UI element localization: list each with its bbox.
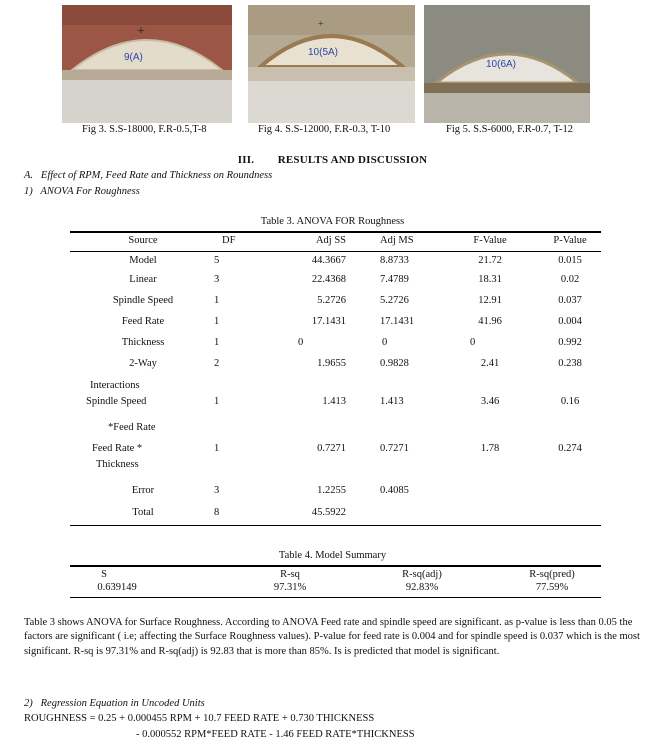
table-4-header-s: S bbox=[101, 569, 107, 580]
row-model-adj-ms: 8.8733 bbox=[380, 255, 409, 266]
row-linear-adj-ms: 7.4789 bbox=[380, 274, 409, 285]
row-error-source: Error bbox=[131, 485, 155, 496]
row-thickness-df: 1 bbox=[214, 337, 220, 348]
row-spindle-speed-p: 0.037 bbox=[558, 295, 582, 306]
row-error-df: 3 bbox=[214, 485, 220, 496]
row-feed-rate-thickness-label-2: Thickness bbox=[96, 459, 139, 470]
figure-4-photo bbox=[248, 5, 415, 123]
row-feed-rate-thickness-adj-ss: 0.7271 bbox=[317, 443, 346, 454]
row-interactions-label-2: Spindle Speed bbox=[86, 396, 147, 407]
header-adj-ms: Adj MS bbox=[380, 235, 414, 246]
row-2-way-source: 2-Way bbox=[129, 358, 157, 369]
row-total-adj-ss: 45.5922 bbox=[311, 507, 346, 518]
svg-text:+: + bbox=[318, 19, 324, 30]
header-f-value: F-Value bbox=[473, 235, 507, 246]
row-2-way-p: 0.238 bbox=[558, 358, 582, 369]
row-interactions-p: 0.16 bbox=[560, 396, 580, 407]
table-3-top-rule bbox=[70, 231, 601, 233]
subsection-2-heading: 2) Regression Equation in Uncoded Units bbox=[24, 698, 205, 709]
figure-5-photo bbox=[424, 5, 590, 123]
regression-equation-line-1: ROUGHNESS = 0.25 + 0.000455 RPM + 10.7 FEED RATE + 0.730 THICKNESS bbox=[24, 713, 375, 724]
row-model-p: 0.015 bbox=[558, 255, 582, 266]
row-feed-rate-thickness-p: 0.274 bbox=[558, 443, 582, 454]
row-feed-rate-thickness-df: 1 bbox=[214, 443, 220, 454]
subsection-1-heading: 1) ANOVA For Roughness bbox=[24, 186, 140, 197]
row-linear-adj-ss: 22.4368 bbox=[311, 274, 346, 285]
row-model-df: 5 bbox=[214, 255, 220, 266]
row-2-way-adj-ss: 1.9655 bbox=[317, 358, 346, 369]
discussion-paragraph: Table 3 shows ANOVA for Surface Roughness. According to ANOVA Feed rate and spindle speed are significant. as p-value is less than 0.05 the factors are significant ( i.e; affecting the Surface Roughness values). P-value for feed rate is 0.004 and for spindle speed is 0.037 which is the most significant. R-sq is 97.31% and R-sq(adj) is 92.83 that is more than 85%. Is is predicted that model is significant. bbox=[24, 617, 640, 657]
section-title: III. RESULTS AND DISCUSSION bbox=[237, 154, 428, 166]
row-error-adj-ms: 0.4085 bbox=[380, 485, 409, 496]
row-total-df: 8 bbox=[214, 507, 220, 518]
figure-3-caption: Fig 3. S.S-18000, F.R-0.5,T-8 bbox=[82, 124, 207, 135]
regression-equation-line-2: - 0.000552 RPM*FEED RATE - 1.46 FEED RATE*THICKNESS bbox=[136, 729, 415, 740]
figure-4-caption: Fig 4. S.S-12000, F.R-0.3, T-10 bbox=[258, 124, 391, 135]
table-3-bottom-rule bbox=[70, 525, 601, 526]
row-interactions-adj-ms: 1.413 bbox=[380, 396, 404, 407]
row-feed-rate-thickness-adj-ms: 0.7271 bbox=[380, 443, 409, 454]
header-adj-ss: Adj SS bbox=[315, 235, 346, 246]
svg-text:+: + bbox=[137, 24, 145, 39]
row-feed-rate-df: 1 bbox=[214, 316, 220, 327]
row-spindle-speed-adj-ss: 5.2726 bbox=[317, 295, 346, 306]
svg-text:10(5A): 10(5A) bbox=[308, 47, 339, 58]
row-thickness-adj-ss: 0 bbox=[298, 337, 304, 348]
row-linear-p: 0.02 bbox=[560, 274, 580, 285]
row-model-f: 21.72 bbox=[478, 255, 502, 266]
table-4-value-rsq-adj: 92.83% bbox=[405, 582, 439, 593]
row-feed-rate-thickness-f: 1.78 bbox=[480, 443, 500, 454]
row-thickness-p: 0.992 bbox=[558, 337, 582, 348]
table-4-bottom-rule bbox=[70, 597, 601, 598]
row-model-adj-ss: 44.3667 bbox=[311, 255, 346, 266]
header-p-value: P-Value bbox=[553, 235, 587, 246]
row-spindle-speed-f: 12.91 bbox=[478, 295, 502, 306]
table-4-value-s: 0.639149 bbox=[97, 582, 137, 593]
row-2-way-adj-ms: 0.9828 bbox=[380, 358, 409, 369]
table-4-caption: Table 4. Model Summary bbox=[278, 550, 387, 561]
table-4-header-rsq-adj: R-sq(adj) bbox=[402, 569, 442, 580]
row-interactions-df: 1 bbox=[214, 396, 220, 407]
row-feed-rate-adj-ms: 17.1431 bbox=[380, 316, 415, 327]
table-4-top-rule bbox=[70, 565, 601, 567]
row-feed-rate-p: 0.004 bbox=[558, 316, 582, 327]
row-linear-df: 3 bbox=[214, 274, 220, 285]
header-source: Source bbox=[128, 235, 158, 246]
row-model-source: Model bbox=[129, 255, 157, 266]
row-feed-rate-thickness-label: Feed Rate * bbox=[92, 443, 143, 454]
row-2-way-df: 2 bbox=[214, 358, 220, 369]
row-spindle-speed-df: 1 bbox=[214, 295, 220, 306]
figure-3-photo bbox=[62, 5, 232, 123]
row-2-way-f: 2.41 bbox=[480, 358, 500, 369]
table-4-header-rsq: R-sq bbox=[280, 569, 300, 580]
subsection-a-heading: A. Effect of RPM, Feed Rate and Thickness on Roundness bbox=[24, 170, 273, 181]
row-thickness-adj-ms: 0 bbox=[382, 337, 388, 348]
table-4-header-rsq-pred: R-sq(pred) bbox=[529, 569, 575, 580]
row-thickness-source: Thickness bbox=[121, 337, 165, 348]
table-4-value-rsq-pred: 77.59% bbox=[535, 582, 569, 593]
row-interactions-label: Interactions bbox=[90, 380, 140, 391]
row-spindle-speed-source: Spindle Speed bbox=[112, 295, 174, 306]
table-3-caption: Table 3. ANOVA FOR Roughness bbox=[260, 216, 405, 227]
row-feed-rate-adj-ss: 17.1431 bbox=[311, 316, 346, 327]
row-interactions-label-3: *Feed Rate bbox=[108, 422, 156, 433]
row-interactions-f: 3.46 bbox=[480, 396, 500, 407]
svg-text:10(6A): 10(6A) bbox=[486, 59, 517, 70]
row-linear-source: Linear bbox=[129, 274, 157, 285]
row-feed-rate-source: Feed Rate bbox=[121, 316, 165, 327]
row-spindle-speed-adj-ms: 5.2726 bbox=[380, 295, 409, 306]
row-linear-f: 18.31 bbox=[478, 274, 502, 285]
row-interactions-adj-ss: 1.413 bbox=[322, 396, 346, 407]
row-thickness-f: 0 bbox=[470, 337, 476, 348]
svg-text:9(A): 9(A) bbox=[124, 52, 143, 63]
header-df: DF bbox=[222, 235, 236, 246]
table-4-value-rsq: 97.31% bbox=[273, 582, 307, 593]
row-total-source: Total bbox=[132, 507, 154, 518]
figure-5-caption: Fig 5. S.S-6000, F.R-0.7, T-12 bbox=[446, 124, 573, 135]
table-3-header-rule bbox=[70, 251, 601, 252]
row-feed-rate-f: 41.96 bbox=[478, 316, 502, 327]
row-error-adj-ss: 1.2255 bbox=[317, 485, 346, 496]
